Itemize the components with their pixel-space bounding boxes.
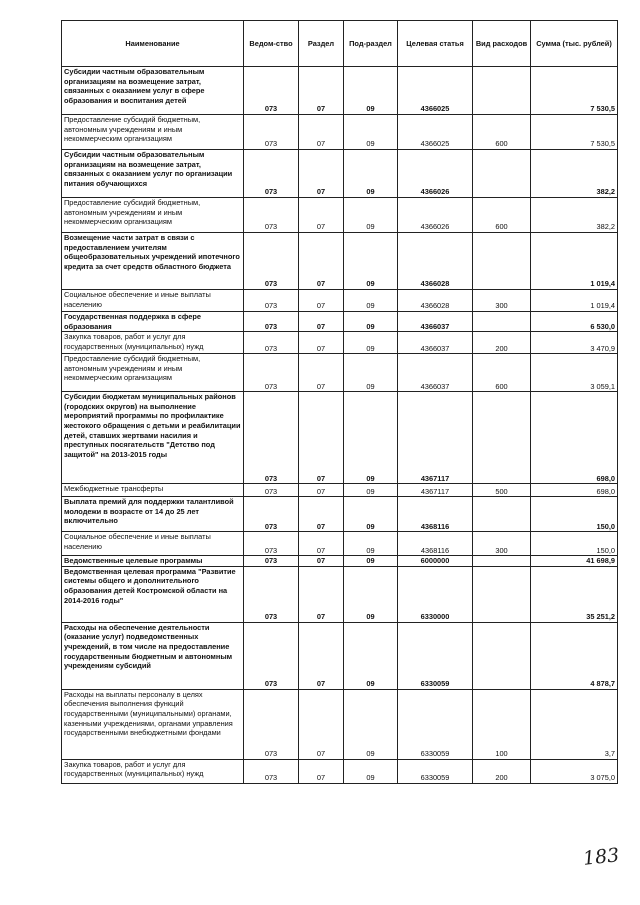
cell-amount: 41 698,9 xyxy=(531,556,618,567)
cell-celevaya: 4366028 xyxy=(398,233,473,290)
cell-razdel: 07 xyxy=(299,290,344,312)
cell-ved: 073 xyxy=(244,622,299,689)
cell-celevaya: 4366026 xyxy=(398,150,473,198)
cell-celevaya: 4366037 xyxy=(398,354,473,392)
cell-razdel: 07 xyxy=(299,622,344,689)
cell-amount: 7 530,5 xyxy=(531,67,618,115)
cell-podrazdel: 09 xyxy=(344,233,398,290)
cell-vid: 600 xyxy=(473,115,531,150)
cell-name: Ведомственные целевые программы xyxy=(62,556,244,567)
cell-razdel: 07 xyxy=(299,566,344,622)
cell-celevaya: 4367117 xyxy=(398,484,473,497)
cell-razdel: 07 xyxy=(299,759,344,783)
cell-podrazdel: 09 xyxy=(344,556,398,567)
cell-podrazdel: 09 xyxy=(344,290,398,312)
table-row xyxy=(62,392,618,484)
cell-ved: 073 xyxy=(244,115,299,150)
cell-amount: 6 530,0 xyxy=(531,312,618,332)
cell-name: Закупка товаров, работ и услуг для государственных (муниципальных) нужд xyxy=(62,759,244,783)
cell-celevaya: 6330059 xyxy=(398,622,473,689)
cell-razdel: 07 xyxy=(299,115,344,150)
cell-name: Выплата премий для поддержки талантливой молодежи в возрасте от 14 до 25 лет включительно xyxy=(62,497,244,532)
cell-ved: 073 xyxy=(244,392,299,484)
cell-amount: 35 251,2 xyxy=(531,566,618,622)
cell-name: Государственная поддержка в сфере образования xyxy=(62,312,244,332)
cell-celevaya: 6330059 xyxy=(398,689,473,759)
cell-ved: 073 xyxy=(244,67,299,115)
table-row xyxy=(62,759,618,783)
cell-amount: 382,2 xyxy=(531,150,618,198)
cell-ved: 073 xyxy=(244,233,299,290)
cell-podrazdel: 09 xyxy=(344,532,398,556)
cell-name: Межбюджетные трансферты xyxy=(62,484,244,497)
cell-amount: 3 059,1 xyxy=(531,354,618,392)
cell-razdel: 07 xyxy=(299,532,344,556)
cell-razdel: 07 xyxy=(299,484,344,497)
cell-name: Социальное обеспечение и иные выплаты населению xyxy=(62,290,244,312)
cell-ved: 073 xyxy=(244,759,299,783)
cell-amount: 1 019,4 xyxy=(531,290,618,312)
cell-amount: 3 470,9 xyxy=(531,332,618,354)
cell-razdel: 07 xyxy=(299,556,344,567)
cell-vid xyxy=(473,392,531,484)
table-row xyxy=(62,290,618,312)
cell-podrazdel: 09 xyxy=(344,312,398,332)
cell-celevaya: 4366037 xyxy=(398,312,473,332)
cell-celevaya: 6330059 xyxy=(398,759,473,783)
cell-podrazdel: 09 xyxy=(344,484,398,497)
table-row xyxy=(62,332,618,354)
cell-celevaya: 4368116 xyxy=(398,497,473,532)
cell-celevaya: 4366028 xyxy=(398,290,473,312)
table-row xyxy=(62,556,618,567)
cell-ved: 073 xyxy=(244,290,299,312)
cell-amount: 4 878,7 xyxy=(531,622,618,689)
cell-vid xyxy=(473,497,531,532)
table-row xyxy=(62,354,618,392)
cell-celevaya: 4366025 xyxy=(398,67,473,115)
table-row xyxy=(62,689,618,759)
cell-razdel: 07 xyxy=(299,497,344,532)
header-row xyxy=(62,21,618,67)
cell-vid: 500 xyxy=(473,484,531,497)
cell-name: Субсидии частным образовательным организациям на возмещение затрат, связанных с оказанием услуг в сфере образования и воспитания детей xyxy=(62,67,244,115)
cell-amount: 150,0 xyxy=(531,497,618,532)
cell-celevaya: 4366026 xyxy=(398,198,473,233)
cell-name: Расходы на обеспечение деятельности (оказание услуг) подведомственных учреждений, в том числе на предоставление государственным бюджетным и автономным учреждениям субсидий xyxy=(62,622,244,689)
cell-amount: 1 019,4 xyxy=(531,233,618,290)
cell-vid xyxy=(473,622,531,689)
header-celevaya: Целевая статья xyxy=(398,21,473,67)
cell-razdel: 07 xyxy=(299,354,344,392)
cell-amount: 3 075,0 xyxy=(531,759,618,783)
cell-podrazdel: 09 xyxy=(344,115,398,150)
cell-podrazdel: 09 xyxy=(344,354,398,392)
cell-razdel: 07 xyxy=(299,689,344,759)
cell-podrazdel: 09 xyxy=(344,150,398,198)
table-row xyxy=(62,532,618,556)
header-summa: Сумма (тыс. рублей) xyxy=(531,21,618,67)
cell-vid xyxy=(473,150,531,198)
cell-ved: 073 xyxy=(244,312,299,332)
cell-celevaya: 6000000 xyxy=(398,556,473,567)
cell-podrazdel: 09 xyxy=(344,67,398,115)
cell-name: Ведомственная целевая программа "Развитие системы общего и дополнительного образования детей Костромской области на 2014-2016 годы" xyxy=(62,566,244,622)
header-vedomstvo: Ведом-ство xyxy=(244,21,299,67)
cell-vid: 200 xyxy=(473,332,531,354)
cell-vid xyxy=(473,312,531,332)
cell-razdel: 07 xyxy=(299,67,344,115)
header-vid: Вид расходов xyxy=(473,21,531,67)
page-number: 183 xyxy=(581,844,621,870)
cell-razdel: 07 xyxy=(299,392,344,484)
cell-amount: 3,7 xyxy=(531,689,618,759)
table-row xyxy=(62,150,618,198)
cell-name: Расходы на выплаты персоналу в целях обеспечения выполнения функций государственными (муниципальными) органами, казенными учреждениями, органами управления государственными внебюджетными фондами xyxy=(62,689,244,759)
cell-vid: 600 xyxy=(473,198,531,233)
table-row xyxy=(62,312,618,332)
cell-vid: 100 xyxy=(473,689,531,759)
cell-amount: 382,2 xyxy=(531,198,618,233)
table-row xyxy=(62,115,618,150)
cell-name: Социальное обеспечение и иные выплаты населению xyxy=(62,532,244,556)
header-podrazdel: Под-раздел xyxy=(344,21,398,67)
cell-amount: 150,0 xyxy=(531,532,618,556)
cell-vid: 200 xyxy=(473,759,531,783)
cell-razdel: 07 xyxy=(299,312,344,332)
table-row xyxy=(62,566,618,622)
table-row xyxy=(62,484,618,497)
table-row xyxy=(62,67,618,115)
cell-vid xyxy=(473,556,531,567)
cell-ved: 073 xyxy=(244,556,299,567)
cell-celevaya: 4366025 xyxy=(398,115,473,150)
table-row xyxy=(62,198,618,233)
table-row xyxy=(62,622,618,689)
cell-name: Субсидии бюджетам муниципальных районов (городских округов) на выполнение мероприятий программы по профилактике жестокого обращения с детьми и реабилитации детей, ставших жертвами насилия и преступных посягательств "Детство под защитой" на 2013-2015 годы xyxy=(62,392,244,484)
cell-podrazdel: 09 xyxy=(344,332,398,354)
cell-vid xyxy=(473,67,531,115)
cell-ved: 073 xyxy=(244,354,299,392)
cell-name: Предоставление субсидий бюджетным, автономным учреждениям и иным некоммерческим организациям xyxy=(62,115,244,150)
cell-razdel: 07 xyxy=(299,150,344,198)
cell-name: Закупка товаров, работ и услуг для государственных (муниципальных) нужд xyxy=(62,332,244,354)
cell-vid: 300 xyxy=(473,290,531,312)
cell-razdel: 07 xyxy=(299,332,344,354)
cell-celevaya: 4366037 xyxy=(398,332,473,354)
cell-ved: 073 xyxy=(244,198,299,233)
table-row xyxy=(62,233,618,290)
cell-vid xyxy=(473,566,531,622)
cell-ved: 073 xyxy=(244,150,299,198)
cell-razdel: 07 xyxy=(299,233,344,290)
cell-ved: 073 xyxy=(244,497,299,532)
cell-celevaya: 4368116 xyxy=(398,532,473,556)
cell-ved: 073 xyxy=(244,689,299,759)
cell-name: Субсидии частным образовательным организациям на возмещение затрат, связанных с оказанием услуг по организации питания обучающихся xyxy=(62,150,244,198)
cell-podrazdel: 09 xyxy=(344,566,398,622)
cell-celevaya: 6330000 xyxy=(398,566,473,622)
cell-name: Предоставление субсидий бюджетным, автономным учреждениям и иным некоммерческим организациям xyxy=(62,354,244,392)
cell-razdel: 07 xyxy=(299,198,344,233)
cell-amount: 698,0 xyxy=(531,392,618,484)
cell-vid: 600 xyxy=(473,354,531,392)
cell-name: Возмещение части затрат в связи с предоставлением учителям общеобразовательных учреждений ипотечного кредита за счет средств областного бюджета xyxy=(62,233,244,290)
cell-vid: 300 xyxy=(473,532,531,556)
cell-podrazdel: 09 xyxy=(344,497,398,532)
cell-vid xyxy=(473,233,531,290)
cell-celevaya: 4367117 xyxy=(398,392,473,484)
cell-podrazdel: 09 xyxy=(344,689,398,759)
cell-ved: 073 xyxy=(244,532,299,556)
header-razdel: Раздел xyxy=(299,21,344,67)
budget-table xyxy=(61,20,618,784)
table-row xyxy=(62,497,618,532)
header-name: Наименование xyxy=(62,21,244,67)
cell-podrazdel: 09 xyxy=(344,392,398,484)
cell-ved: 073 xyxy=(244,484,299,497)
cell-podrazdel: 09 xyxy=(344,759,398,783)
cell-podrazdel: 09 xyxy=(344,198,398,233)
cell-ved: 073 xyxy=(244,332,299,354)
cell-ved: 073 xyxy=(244,566,299,622)
cell-name: Предоставление субсидий бюджетным, автономным учреждениям и иным некоммерческим организациям xyxy=(62,198,244,233)
cell-amount: 7 530,5 xyxy=(531,115,618,150)
cell-amount: 698,0 xyxy=(531,484,618,497)
cell-podrazdel: 09 xyxy=(344,622,398,689)
